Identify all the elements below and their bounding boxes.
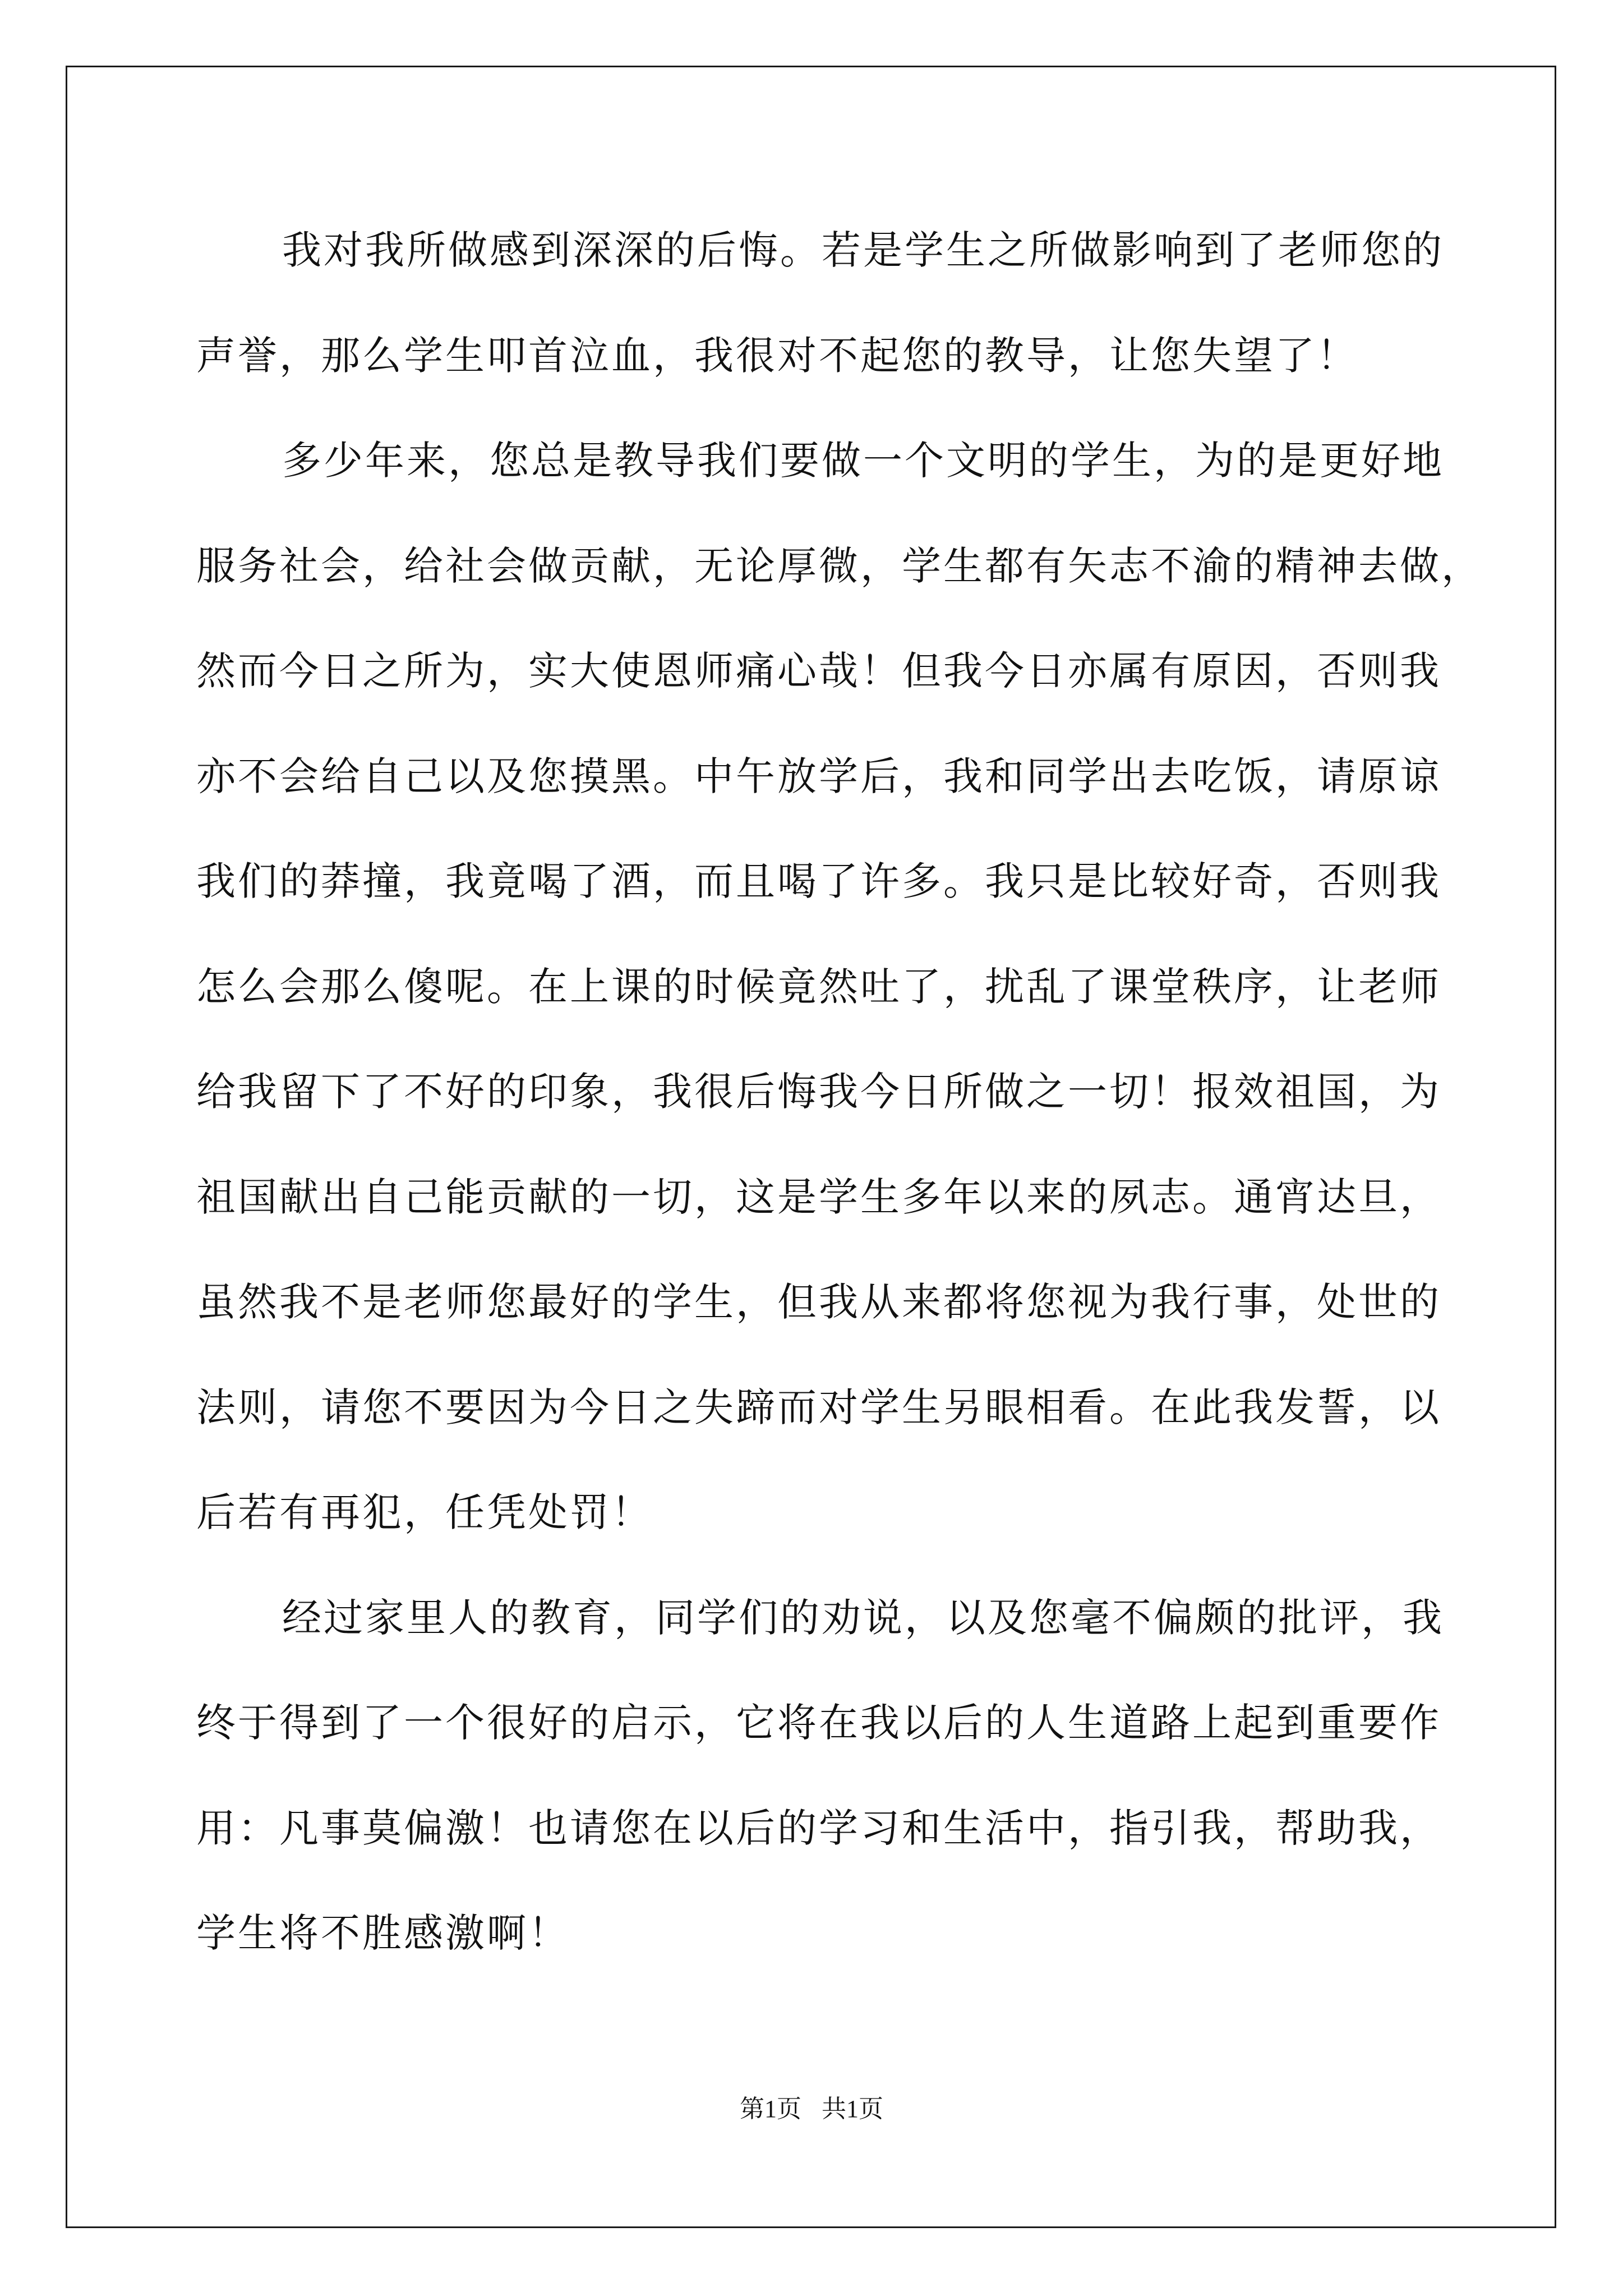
page-total: 共1页 — [822, 2095, 883, 2123]
paragraph-3-line-2: 终于得到了一个很好的启示，它将在我以后的人生道路上起到重要作 — [196, 1700, 1441, 1746]
paragraph-2-line-2: 服务社会，给社会做贡献，无论厚微，学生都有矢志不渝的精神去做， — [196, 543, 1483, 589]
paragraph-3-line-3: 用：凡事莫偏激！也请您在以后的学习和生活中，指引我，帮助我， — [196, 1805, 1441, 1851]
paragraph-3-line-4: 学生将不胜感激啊！ — [196, 1910, 570, 1956]
paragraph-2-line-8: 祖国献出自己能贡献的一切，这是学生多年以来的夙志。通宵达旦， — [196, 1174, 1441, 1220]
paragraph-2-line-10: 法则，请您不要因为今日之失蹄而对学生另眼相看。在此我发誓，以 — [196, 1384, 1441, 1430]
paragraph-2-line-9: 虽然我不是老师您最好的学生，但我从来都将您视为我行事，处世的 — [196, 1279, 1441, 1325]
paragraph-2-line-5: 我们的莽撞，我竟喝了酒，而且喝了许多。我只是比较好奇，否则我 — [196, 858, 1441, 904]
paragraph-2-line-6: 怎么会那么傻呢。在上课的时候竟然吐了，扰乱了课堂秩序，让老师 — [196, 964, 1441, 1010]
paragraph-1-line-1: 我对我所做感到深深的后悔。若是学生之所做影响到了老师您的 — [282, 227, 1444, 273]
paragraph-2-line-3: 然而今日之所为，实大使恩师痛心哉！但我今日亦属有原因，否则我 — [196, 648, 1441, 694]
page-border — [66, 66, 1556, 2228]
paragraph-2-line-11: 后若有再犯，任凭处罚！ — [196, 1489, 653, 1535]
page-number: 第1页 — [740, 2095, 801, 2123]
paragraph-2-line-1: 多少年来，您总是教导我们要做一个文明的学生，为的是更好地 — [282, 438, 1444, 484]
page-footer — [0, 2093, 1623, 2125]
paragraph-1-line-2: 声誉，那么学生叩首泣血，我很对不起您的教导，让您失望了！ — [196, 333, 1358, 379]
paragraph-2-line-7: 给我留下了不好的印象，我很后悔我今日所做之一切！报效祖国，为 — [196, 1069, 1441, 1115]
paragraph-3-line-1: 经过家里人的教育，同学们的劝说，以及您毫不偏颇的批评，我 — [282, 1595, 1444, 1641]
paragraph-2-line-4: 亦不会给自己以及您摸黑。中午放学后，我和同学出去吃饭，请原谅 — [196, 753, 1441, 799]
